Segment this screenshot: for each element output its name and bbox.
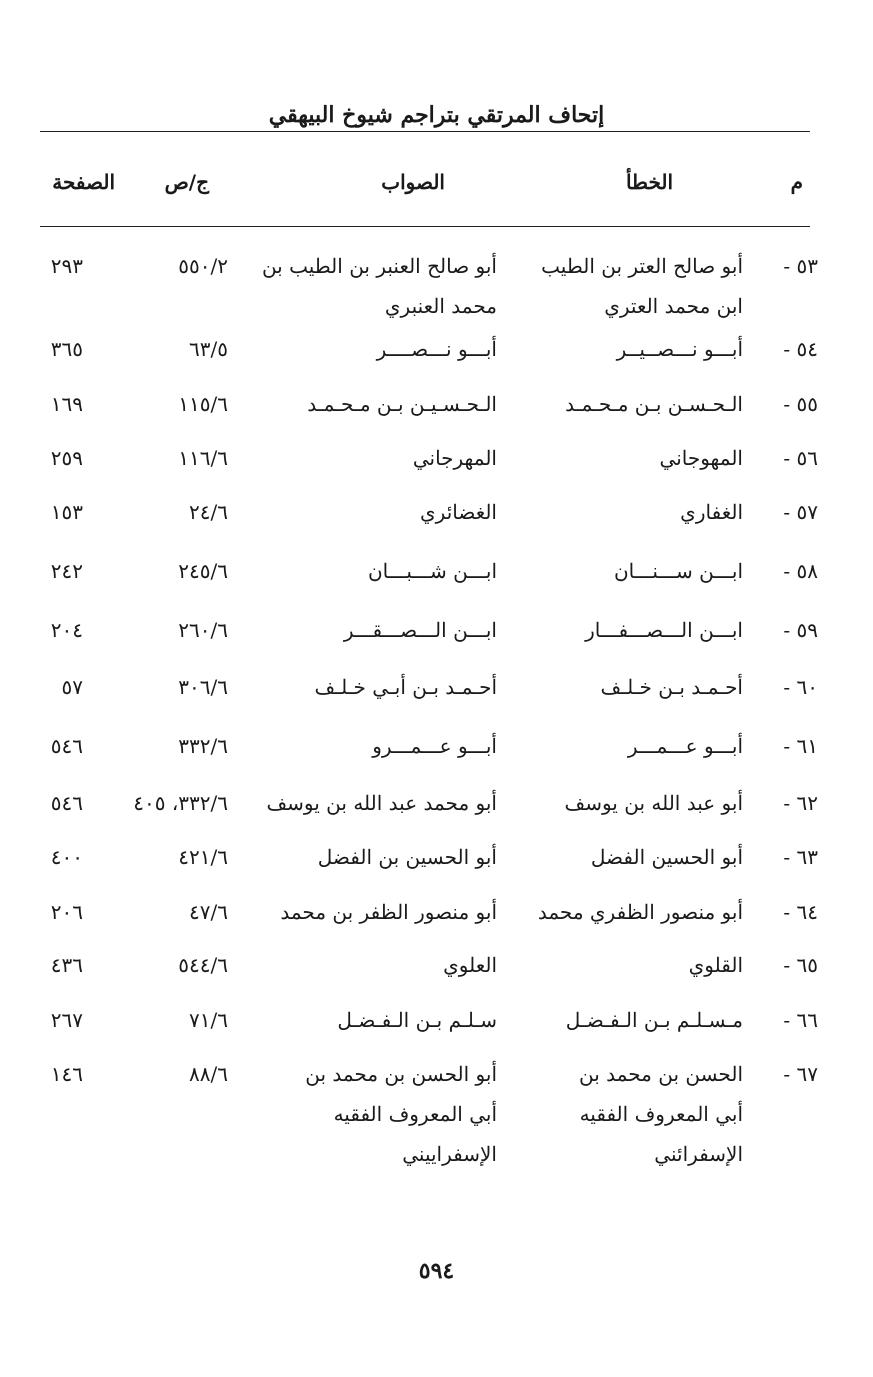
row-number: ٦٣ -: [783, 845, 818, 869]
row-volume-page: ٤٢١/٦: [178, 845, 228, 869]
table-header-rule: [40, 226, 810, 227]
column-header-num: م: [790, 170, 803, 194]
column-header-wrong: الخطأ: [625, 170, 673, 194]
row-page: ٥٧: [61, 675, 83, 699]
row-wrong-text: الحسن بن محمد بن: [579, 1062, 743, 1086]
row-page: ٢٤٢: [50, 559, 83, 583]
row-wrong-text: أبو الحسين الفضل: [590, 845, 743, 869]
row-wrong-text: مـسـلـم بـن الـفـضـل: [565, 1008, 743, 1032]
row-page: ٢٥٩: [50, 446, 83, 470]
row-number: ٦١ -: [783, 734, 818, 758]
column-header-volume: ج/ص: [164, 170, 209, 194]
row-volume-page: ٧١/٦: [189, 1008, 228, 1032]
row-correct-text: أبـــو عـــمـــرو: [372, 734, 497, 758]
row-wrong-text: ابـــن ســـنـــان: [613, 559, 743, 583]
row-number: ٦٠ -: [783, 675, 818, 699]
row-number: ٦٦ -: [783, 1008, 818, 1032]
row-volume-page: ٢٦٠/٦: [178, 618, 228, 642]
row-correct-text: أبو محمد عبد الله بن يوسف: [266, 791, 497, 815]
row-correct-text: الغضائري: [420, 500, 497, 524]
row-correct-text: أبـــو نـــصــــر: [376, 337, 497, 361]
row-volume-page: ٤٧/٦: [189, 900, 228, 924]
row-page: ٣٦٥: [50, 337, 83, 361]
row-page: ١٦٩: [50, 392, 83, 416]
column-header-page: الصفحة: [52, 170, 115, 194]
row-number: ٥٧ -: [783, 500, 818, 524]
row-correct-text: محمد العنبري: [384, 294, 497, 318]
row-correct-text: ابـــن الـــصـــقـــر: [343, 618, 497, 642]
row-volume-page: ٢٤٥/٦: [178, 559, 228, 583]
row-correct-text: أبو منصور الظفر بن محمد: [280, 900, 497, 924]
row-wrong-text: أبـــو نـــصــيــر: [616, 337, 743, 361]
row-page: ٢٩٣: [50, 254, 83, 278]
row-page: ١٤٦: [50, 1062, 83, 1086]
row-number: ٥٨ -: [783, 559, 818, 583]
row-page: ٢٦٧: [50, 1008, 83, 1032]
row-number: ٥٣ -: [783, 254, 818, 278]
row-correct-text: سـلـم بـن الـفـضـل: [337, 1008, 497, 1032]
header-rule: [40, 131, 810, 132]
row-correct-text: أبي المعروف الفقيه: [333, 1102, 497, 1126]
row-wrong-text: أبو عبد الله بن يوسف: [564, 791, 743, 815]
row-wrong-text: المهوجاني: [659, 446, 743, 470]
row-wrong-text: أحـمـد بـن خـلـف: [600, 675, 743, 699]
row-page: ١٥٣: [50, 500, 83, 524]
row-page: ٤٣٦: [50, 953, 83, 977]
row-volume-page: ٣٠٦/٦: [178, 675, 228, 699]
row-wrong-text: الغفاري: [680, 500, 743, 524]
row-wrong-text: ابن محمد العتري: [604, 294, 743, 318]
row-number: ٥٦ -: [783, 446, 818, 470]
row-correct-text: أبو الحسن بن محمد بن: [305, 1062, 497, 1086]
row-number: ٦٥ -: [783, 953, 818, 977]
row-wrong-text: أبو منصور الظفري محمد: [537, 900, 743, 924]
row-correct-text: أبو الحسين بن الفضل: [317, 845, 497, 869]
row-volume-page: ٢٤/٦: [189, 500, 228, 524]
row-number: ٦٢ -: [783, 791, 818, 815]
column-header-right: الصواب: [381, 170, 445, 194]
row-volume-page: ٣٣٢/٦: [178, 734, 228, 758]
row-correct-text: العلوي: [443, 953, 497, 977]
row-number: ٦٧ -: [783, 1062, 818, 1086]
row-volume-page: ١١٦/٦: [178, 446, 228, 470]
row-correct-text: أحـمـد بـن أبـي خـلـف: [314, 675, 497, 699]
row-page: ٢٠٦: [50, 900, 83, 924]
page-number: ٥٩٤: [418, 1258, 455, 1284]
row-page: ٢٠٤: [50, 618, 83, 642]
row-page: ٥٤٦: [50, 791, 83, 815]
row-wrong-text: أبي المعروف الفقيه: [579, 1102, 743, 1126]
row-number: ٥٥ -: [783, 392, 818, 416]
row-wrong-text: الـحـسـن بـن مـحـمـد: [565, 392, 743, 416]
row-correct-text: ابـــن شـــبـــان: [367, 559, 497, 583]
row-correct-text: الإسفراييني: [402, 1142, 497, 1166]
row-number: ٥٤ -: [783, 337, 818, 361]
row-correct-text: أبو صالح العنبر بن الطيب بن: [261, 254, 497, 278]
row-wrong-text: القلوي: [688, 953, 743, 977]
row-number: ٦٤ -: [783, 900, 818, 924]
row-wrong-text: الإسفرائني: [654, 1142, 743, 1166]
row-page: ٤٠٠: [50, 845, 83, 869]
row-correct-text: الـحـسـيـن بـن مـحـمـد: [307, 392, 497, 416]
row-wrong-text: ابـــن الـــصـــفـــار: [585, 618, 743, 642]
running-header-title: إتحاف المرتقي بتراجم شيوخ البيهقي: [268, 102, 605, 128]
row-volume-page: ٦٣/٥: [189, 337, 228, 361]
row-volume-page: ٥٤٤/٦: [178, 953, 228, 977]
row-page: ٥٤٦: [50, 734, 83, 758]
row-volume-page: ٣٣٢/٦، ٤٠٥: [133, 791, 228, 815]
row-volume-page: ٨٨/٦: [189, 1062, 228, 1086]
row-correct-text: المهرجاني: [412, 446, 497, 470]
row-number: ٥٩ -: [783, 618, 818, 642]
row-volume-page: ٥٥٠/٢: [178, 254, 228, 278]
row-wrong-text: أبو صالح العتر بن الطيب: [541, 254, 743, 278]
row-wrong-text: أبـــو عـــمـــر: [627, 734, 743, 758]
row-volume-page: ١١٥/٦: [178, 392, 228, 416]
